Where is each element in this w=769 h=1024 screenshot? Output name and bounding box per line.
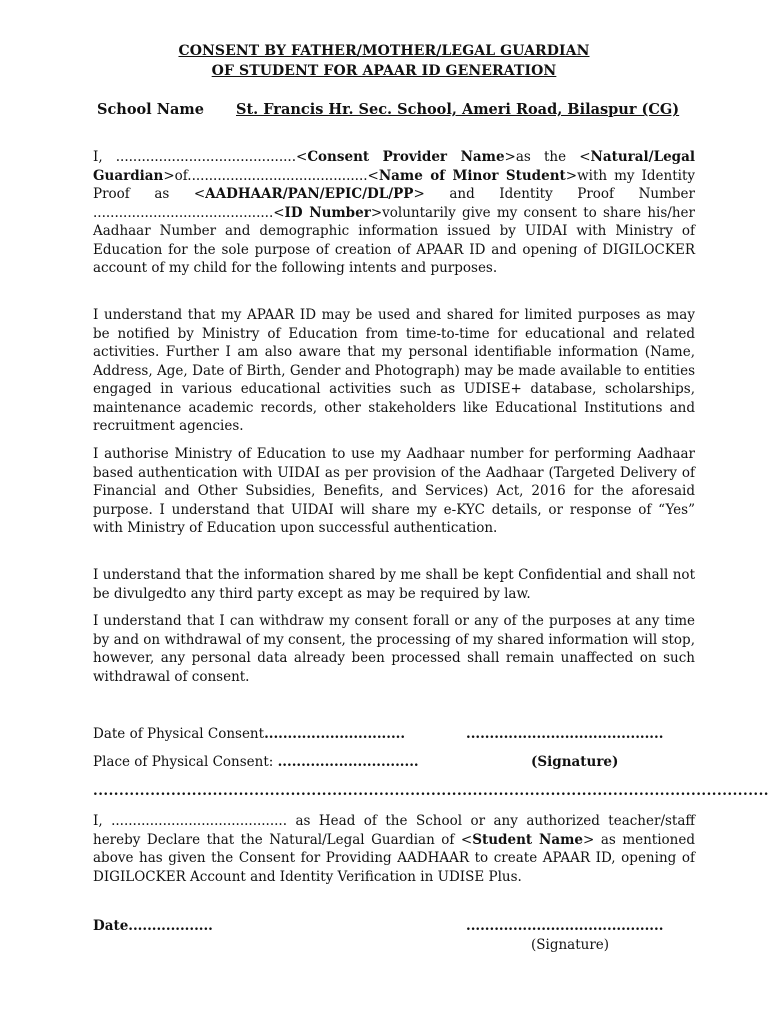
footer-date-field: ..................: [128, 918, 213, 934]
confidentiality-paragraph: I understand that the information shared by me shall be kept Confidential and shall not be divulgedto any third party except as may be required by law.: [93, 567, 695, 602]
placeholder-id-number: ID Number: [284, 204, 371, 221]
place-of-consent-field: ..............................: [277, 754, 419, 770]
consent-text: > and Identity Proof Number ..........................................<: [93, 186, 695, 221]
consent-text: >voluntarily give my consent to share his/her Aadhaar Number and demographic information issued by UIDAI with Ministry of Education for the sole purpose of creation of APAAR ID and opening of DIGILOCKER account of my child for the following intents and purposes.: [93, 204, 695, 276]
place-of-consent-row: [93, 754, 419, 770]
consent-text: >of..........................................<: [163, 167, 379, 184]
placeholder-minor-student: Name of Minor Student: [378, 167, 566, 184]
guardian-signature-field: ..........................................: [466, 726, 664, 742]
declaration-text: I, ......................................... as Head of the School or any authorized teacher/staff hereby Declare that the Natural/Legal Guardian of <: [93, 813, 695, 848]
head-signature-field: ..........................................: [466, 918, 664, 934]
placeholder-consent-provider: Consent Provider Name: [307, 149, 505, 165]
consent-paragraph: [93, 148, 695, 278]
form-title-line1: CONSENT BY FATHER/MOTHER/LEGAL GUARDIAN: [178, 43, 590, 59]
school-name-row: [97, 101, 697, 118]
school-name-value: St. Francis Hr. Sec. School, Ameri Road, Bilaspur (CG): [236, 101, 680, 118]
declaration-text: > as mentioned above has given the Consent for Providing AADHAAR to create APAAR ID, opening of DIGILOCKER Account and Identity Verification in UDISE Plus.: [93, 831, 695, 885]
apaar-usage-paragraph: I understand that my APAAR ID may be used and shared for limited purposes as may be notified by Ministry of Education from time-to-time for educational and related activities. Further I am also aware that my personal identifiable information (Name, Address, Age, Date of Birth, Gender and Photograph) may be made available to entities engaged in various educational activities such as UDISE+ database, scholarships, maintenance academic records, other stakeholders like Educational Institutions and recruitment agencies.: [93, 307, 695, 434]
consent-text: >as the <: [504, 149, 591, 165]
placeholder-guardian: Natural/Legal Guardian: [93, 149, 695, 184]
placeholder-student-name: Student Name: [472, 831, 584, 848]
authorisation-paragraph: I authorise Ministry of Education to use my Aadhaar number for performing Aadhaar based authentication with UIDAI as per provision of the Aadhaar (Targeted Delivery of Financial and Other Subsidies, Benefits, and Services) Act, 2016 for the aforesaid purpose. I understand that UIDAI will share my e-KYC details, or response of “Yes” with Ministry of Education upon successful authentication.: [93, 446, 695, 536]
date-of-consent-label: Date of Physical Consent: [93, 726, 265, 742]
separator-dots: ..................................................................................................................................: [93, 783, 769, 799]
date-of-consent-field: ..............................: [264, 726, 406, 742]
footer-date-label: Date: [93, 918, 129, 934]
declaration-paragraph: [93, 812, 695, 886]
footer-date-row: [93, 918, 213, 934]
head-signature-label: (Signature): [531, 937, 610, 953]
consent-text: I, ..........................................<: [93, 149, 308, 165]
school-name-label: School Name: [97, 101, 204, 118]
form-title-line2: OF STUDENT FOR APAAR ID GENERATION: [211, 63, 557, 79]
guardian-signature-label: (Signature): [531, 754, 619, 770]
consent-text: >with my Identity Proof as <: [93, 167, 695, 202]
place-of-consent-label: Place of Physical Consent:: [93, 754, 278, 770]
placeholder-id-proof: AADHAAR/PAN/EPIC/DL/PP: [205, 186, 414, 202]
withdrawal-paragraph: I understand that I can withdraw my consent forall or any of the purposes at any time by and on withdrawal of my consent, the processing of my shared information will stop, however, any personal data already been processed shall remain unaffected on such withdrawal of consent.: [93, 613, 695, 685]
date-of-consent-row: [93, 726, 405, 742]
